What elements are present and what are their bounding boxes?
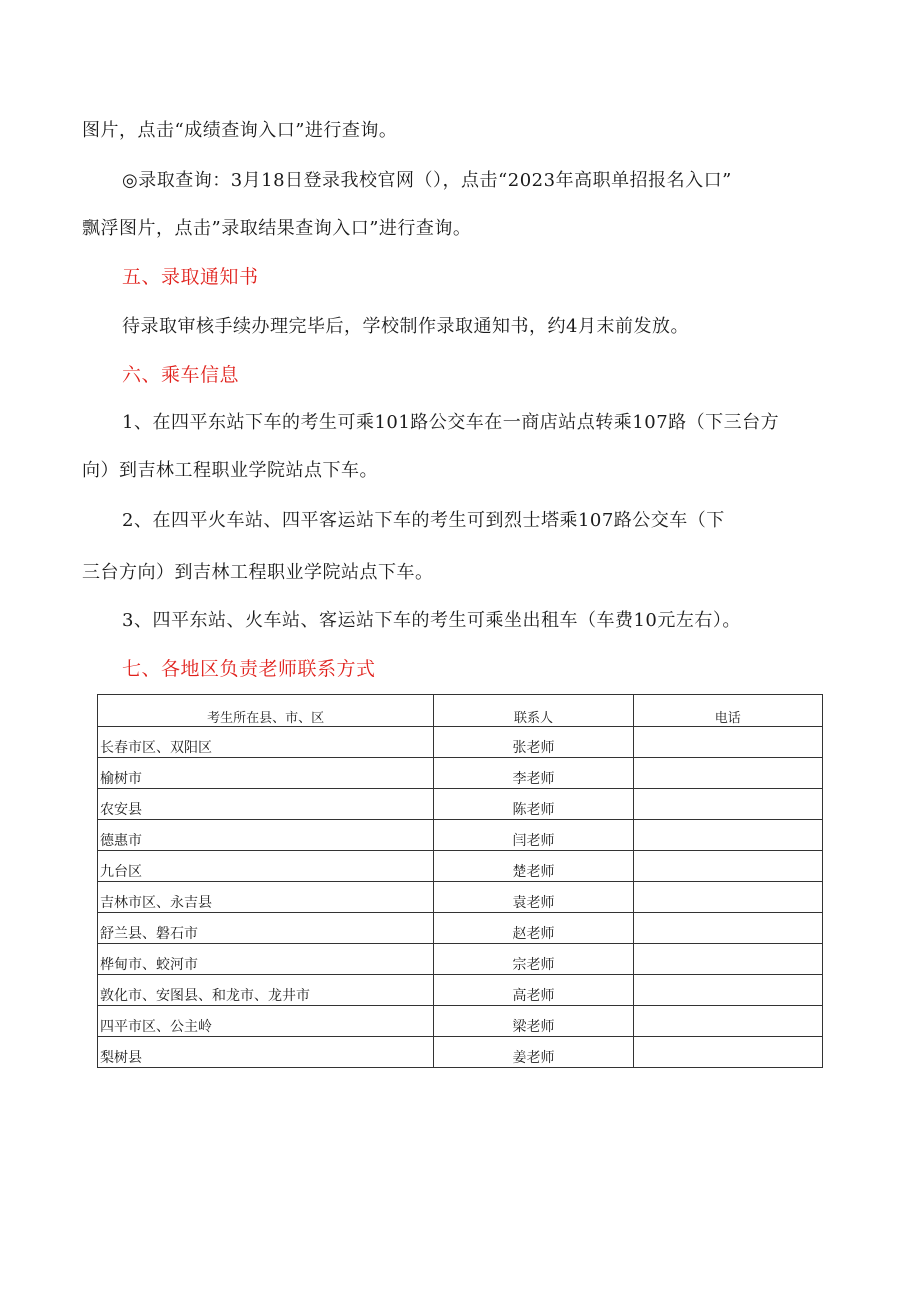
cell-phone	[633, 882, 822, 913]
paragraph-admission-notice: 待录取审核手续办理完毕后，学校制作录取通知书，约4月末前发放。	[122, 316, 689, 337]
header-region: 考生所在县、市、区	[98, 695, 434, 727]
cell-phone	[633, 758, 822, 789]
table-row	[98, 1006, 823, 1037]
table-row	[98, 758, 823, 789]
table-row	[98, 913, 823, 944]
cell-region: 长春市区、双阳区	[98, 727, 434, 758]
section-heading-transport: 六、乘车信息	[122, 364, 240, 386]
cell-contact: 闫老师	[434, 820, 633, 851]
cell-region: 德惠市	[98, 820, 434, 851]
cell-contact: 高老师	[434, 975, 633, 1006]
table-row	[98, 727, 823, 758]
cell-phone	[633, 851, 822, 882]
cell-region: 九台区	[98, 851, 434, 882]
cell-contact: 宗老师	[434, 944, 633, 975]
cell-contact: 楚老师	[434, 851, 633, 882]
cell-phone	[633, 913, 822, 944]
cell-contact: 梁老师	[434, 1006, 633, 1037]
transport-item-1-cont: 向）到吉林工程职业学院站点下车。	[82, 460, 378, 481]
cell-phone	[633, 1037, 822, 1068]
table-row	[98, 789, 823, 820]
cell-region: 四平市区、公主岭	[98, 1006, 434, 1037]
table-row	[98, 1037, 823, 1068]
table-row	[98, 882, 823, 913]
contacts-table	[97, 694, 823, 1068]
cell-region: 榆树市	[98, 758, 434, 789]
header-phone: 电话	[633, 695, 822, 727]
cell-region: 舒兰县、磐石市	[98, 913, 434, 944]
section-heading-admission-notice: 五、录取通知书	[122, 266, 259, 288]
cell-region: 吉林市区、永吉县	[98, 882, 434, 913]
table-row	[98, 851, 823, 882]
section-heading-contacts: 七、各地区负责老师联系方式	[122, 658, 376, 680]
header-contact: 联系人	[434, 695, 633, 727]
transport-item-1: 1、在四平东站下车的考生可乘101路公交车在一商店站点转乘107路（下三台方	[122, 412, 780, 433]
transport-item-2: 2、在四平火车站、四平客运站下车的考生可到烈士塔乘107路公交车（下	[122, 510, 725, 531]
cell-contact: 陈老师	[434, 789, 633, 820]
cell-region: 敦化市、安图县、和龙市、龙井市	[98, 975, 434, 1006]
paragraph-admission-query: ◎录取查询：3月18日登录我校官网（），点击“2023年高职单招报名入口”	[122, 170, 732, 191]
cell-contact: 张老师	[434, 727, 633, 758]
cell-contact: 赵老师	[434, 913, 633, 944]
cell-phone	[633, 727, 822, 758]
paragraph-admission-query-cont: 飘浮图片，点击”录取结果查询入口”进行查询。	[82, 218, 472, 239]
cell-region: 农安县	[98, 789, 434, 820]
cell-region: 梨树县	[98, 1037, 434, 1068]
cell-phone	[633, 1006, 822, 1037]
cell-contact: 袁老师	[434, 882, 633, 913]
table-row	[98, 944, 823, 975]
cell-phone	[633, 975, 822, 1006]
cell-phone	[633, 789, 822, 820]
cell-region: 桦甸市、蛟河市	[98, 944, 434, 975]
transport-item-2-cont: 三台方向）到吉林工程职业学院站点下车。	[82, 562, 434, 583]
table-header-row	[98, 695, 823, 727]
table-row	[98, 975, 823, 1006]
cell-phone	[633, 944, 822, 975]
cell-contact: 姜老师	[434, 1037, 633, 1068]
paragraph-score-query-tail: 图片，点击“成绩查询入口”进行查询。	[82, 120, 398, 141]
cell-phone	[633, 820, 822, 851]
cell-contact: 李老师	[434, 758, 633, 789]
transport-item-3: 3、四平东站、火车站、客运站下车的考生可乘坐出租车（车费10元左右）。	[122, 610, 741, 631]
table-row	[98, 820, 823, 851]
